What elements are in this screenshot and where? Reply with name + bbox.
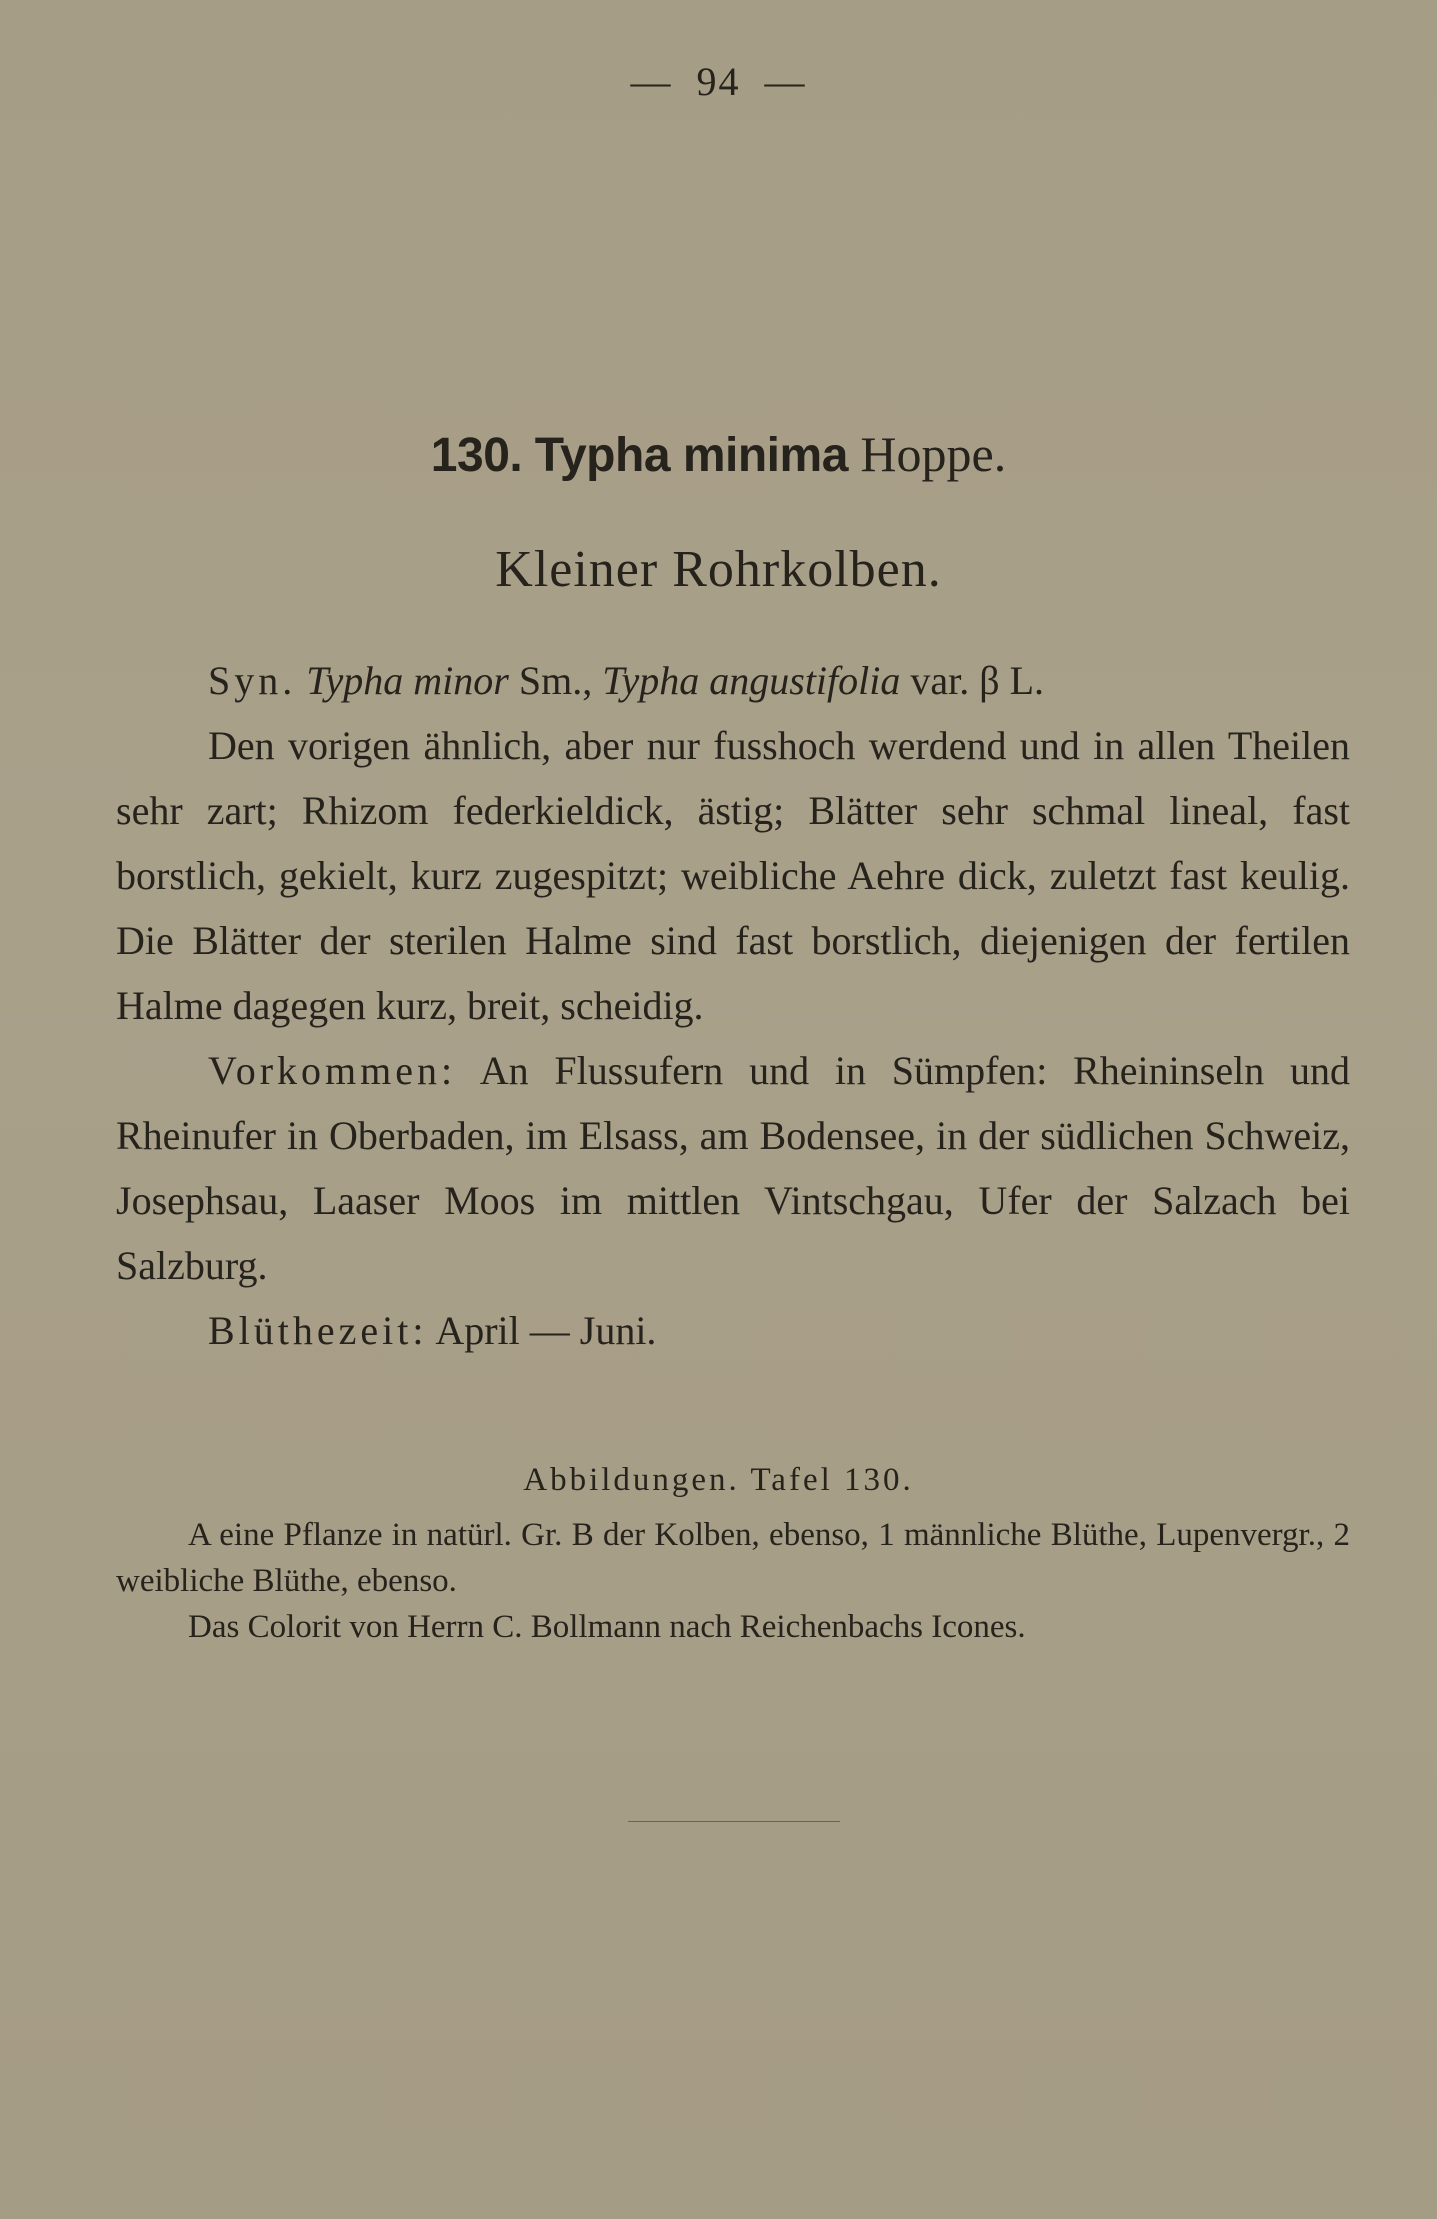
synonym-name-1: Typha minor <box>306 658 509 703</box>
flowering-text: April — Juni. <box>435 1308 657 1353</box>
illustrations-caption <box>116 1512 1350 1650</box>
occurrence-label: Vorkommen: <box>208 1048 457 1093</box>
page-number-line <box>0 58 1437 105</box>
common-name: Kleiner Rohrkolben. <box>495 541 942 598</box>
page-number: 94 <box>696 59 741 104</box>
illustrations-title: Abbildungen. Tafel 130. <box>523 1462 914 1498</box>
species-heading <box>0 425 1437 483</box>
flowering-paragraph <box>116 1298 1350 1363</box>
caption-plate-description: A eine Pflanze in natürl. Gr. B der Kolben, ebenso, 1 männliche Blüthe, Lupenvergr., 2 weibliche Blüthe, ebenso. <box>116 1517 1350 1599</box>
synonyms-label: Syn. <box>208 658 297 703</box>
flowering-label: Blüthezeit: <box>208 1308 428 1353</box>
species-author: Hoppe. <box>860 426 1007 482</box>
description-paragraph: Den vorigen ähnlich, aber nur fusshoch werdend und in allen Theilen sehr zart; Rhizom federkieldick, ästig; Blätter sehr schmal lineal, fast borstlich, gekielt, kurz zugespitzt; weibliche Aehre dick, zuletzt fast keulig. Die Blätter der sterilen Halme sind fast borstlich, diejenigen der fertilen Halme dagegen kurz, breit, scheidig. <box>116 723 1350 1028</box>
occurrence-paragraph <box>116 1038 1350 1298</box>
end-rule <box>628 1821 840 1822</box>
synonym-name-2: Typha angustifolia <box>602 658 901 703</box>
species-name: Typha minima <box>534 429 848 482</box>
page-number-dash-right: — <box>764 59 807 104</box>
page-number-dash-left: — <box>630 59 673 104</box>
caption-colorist: Das Colorit von Herrn C. Bollmann nach Reichenbachs Icones. <box>188 1609 1026 1645</box>
occurrence-text: An Flussufern und in Sümpfen: Rheininseln und Rheinufer in Oberbaden, im Elsass, am Bodensee, in der südlichen Schweiz, Josephsau, Laaser Moos im mittlen Vintschgau, Ufer der Salzach bei Salzburg. <box>116 1048 1351 1288</box>
synonym-author-2: var. β L. <box>910 658 1045 703</box>
body-text <box>116 648 1350 1363</box>
synonym-author-1: Sm., <box>518 658 593 703</box>
species-number: 130. <box>430 429 523 482</box>
synonyms-paragraph <box>116 648 1350 713</box>
